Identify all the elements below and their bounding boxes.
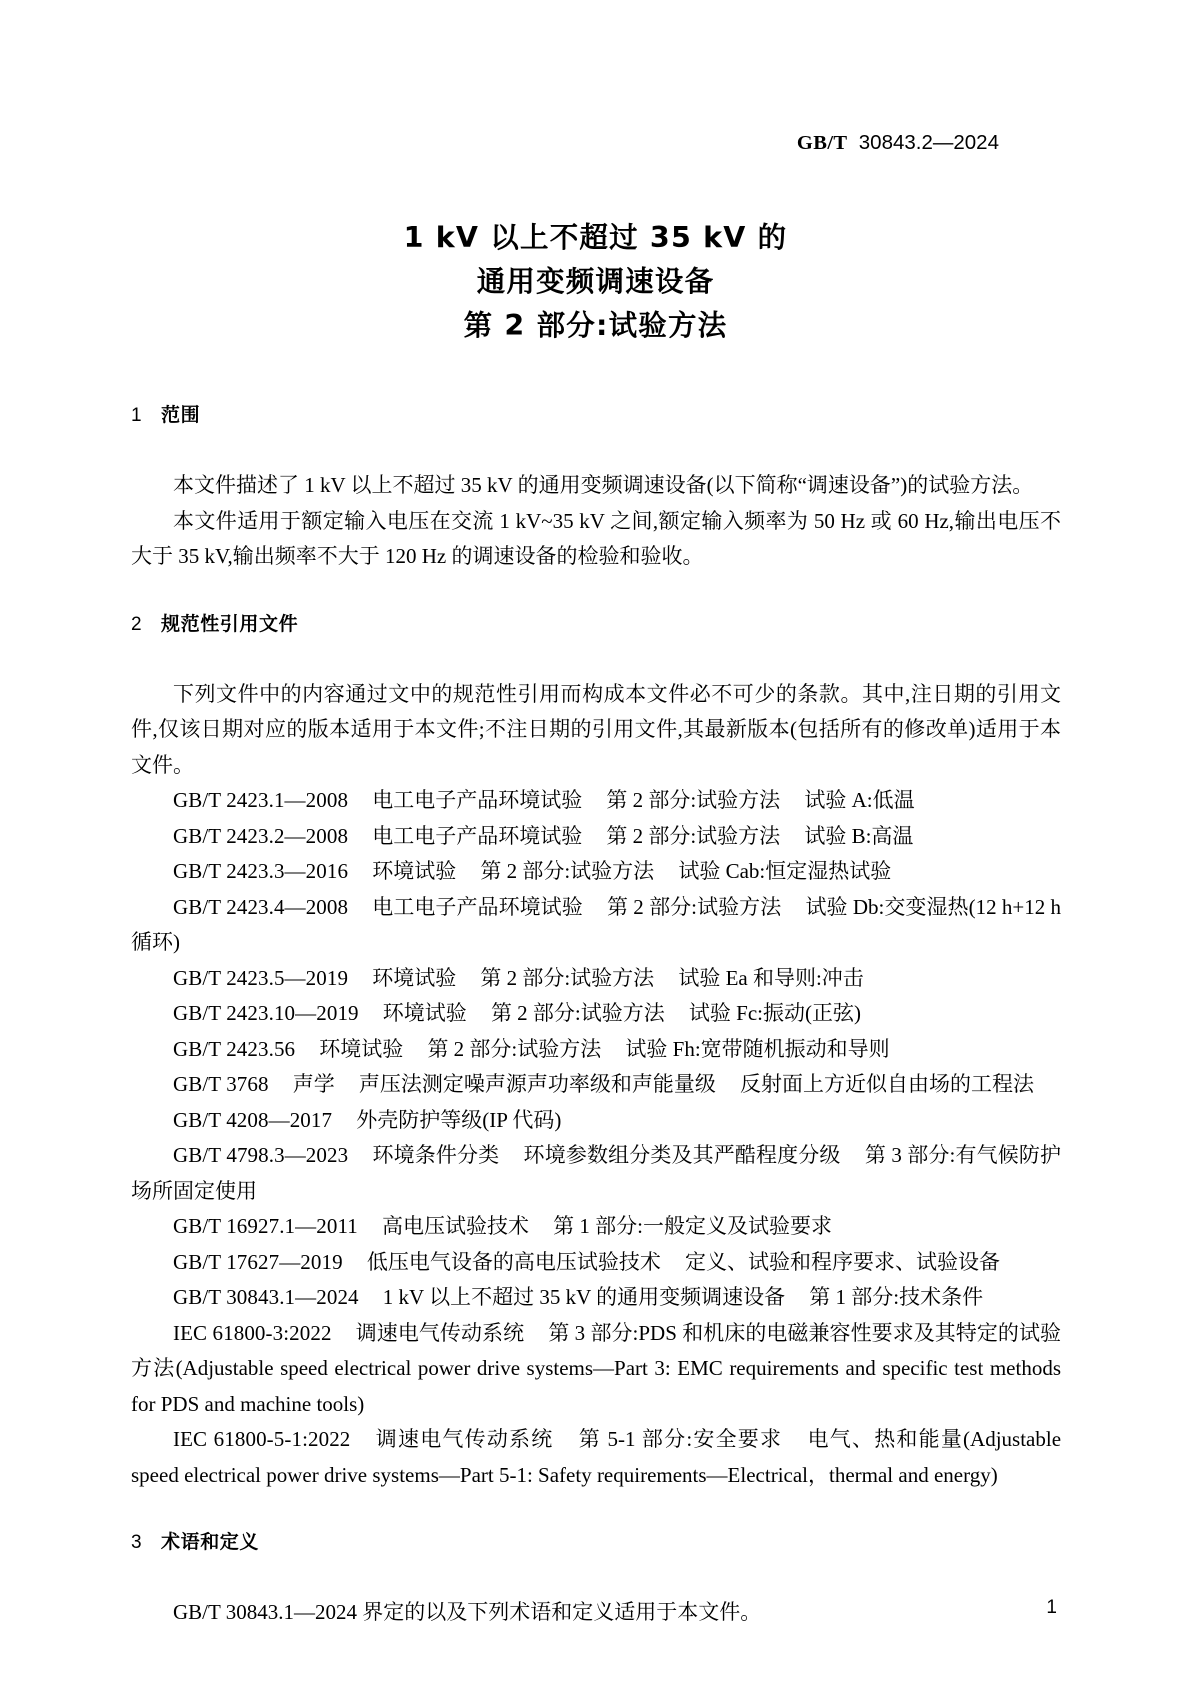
reference-part: 第 3 部分:PDS 和机床的电磁兼容性要求及其特定的试验方法 — [131, 1320, 1061, 1380]
reference-part: 第 2 部分:试验方法 — [427, 1036, 602, 1061]
document-header — [0, 131, 1191, 155]
reference-title: 声学 — [292, 1072, 335, 1096]
reference-part: 第 2 部分:试验方法 — [480, 859, 655, 883]
reference-id: GB/T 2423.2—2008 — [173, 823, 349, 848]
reference-id: GB/T 4798.3—2023 — [173, 1143, 349, 1167]
reference-part: 第 5-1 部分:安全要求 — [577, 1427, 783, 1451]
standard-prefix: GB/T — [796, 132, 848, 154]
reference-id: GB/T 2423.1—2008 — [173, 788, 349, 812]
standard-number: 30843.2—2024 — [858, 131, 999, 154]
reference-test: 试验 Db:交变湿热(12 h+12 h 循环) — [131, 894, 1062, 954]
clause-number-2: 2 — [131, 613, 143, 635]
clause-title-2: 规范性引用文件 — [161, 612, 299, 635]
reference-id: GB/T 17627—2019 — [173, 1249, 343, 1274]
reference-item — [131, 1422, 1061, 1493]
reference-item — [131, 1138, 1061, 1209]
reference-id: GB/T 16927.1—2011 — [173, 1214, 358, 1238]
normative-reference-list — [131, 783, 1061, 1493]
reference-title: 环境条件分类 — [372, 1143, 500, 1167]
clause-3-paragraph-1: GB/T 30843.1—2024 界定的以及下列术语和定义适用于本文件。 — [173, 1600, 762, 1624]
document-body — [131, 400, 1061, 1631]
clause-1-paragraph-2: 本文件适用于额定输入电压在交流 1 kV~35 kV 之间,额定输入频率为 50 Hz 或 60 Hz,输出电压不大于 35 kV,输出频率不大于 120 Hz 的调速设备的检验和验收。 — [131, 508, 1061, 568]
reference-item — [131, 1032, 1061, 1068]
clause-heading-1 — [131, 400, 1061, 427]
reference-test: 试验 Fc:振动(正弦) — [688, 1001, 861, 1025]
reference-item — [131, 890, 1061, 961]
reference-test: 试验 A:低温 — [804, 788, 915, 812]
reference-test: 试验 Fh:宽带随机振动和导则 — [625, 1036, 890, 1061]
spacer — [131, 1554, 1061, 1595]
reference-test: 试验 B:高温 — [804, 823, 914, 848]
reference-item — [131, 854, 1061, 890]
reference-id: GB/T 2423.10—2019 — [173, 1001, 359, 1025]
title-line-2: 通用变频调速设备 — [476, 265, 715, 298]
reference-test: (Adjustable speed electrical power drive systems—Part 3: EMC requirements and specific test methods for PDS and machine tools) — [131, 1356, 1061, 1416]
reference-title: 环境试验 — [372, 859, 457, 883]
reference-title: 环境试验 — [372, 965, 457, 990]
clause-2-paragraph-1: 下列文件中的内容通过文中的规范性引用而构成本文件必不可少的条款。其中,注日期的引用文件,仅该日期对应的版本适用于本文件;不注日期的引用文件,其最新版本(包括所有的修改单)适用于本文件。 — [131, 681, 1061, 777]
reference-part: 声压法测定噪声源声功率级和声能量级 — [358, 1072, 716, 1096]
reference-test: 电气、热和能量(Adjustable speed electrical power drive systems—Part 5-1: Safety requirements—Electrical，thermal and energy) — [131, 1427, 1062, 1487]
reference-title: 高电压试验技术 — [382, 1214, 530, 1238]
reference-title: 环境试验 — [382, 1001, 467, 1025]
reference-id: GB/T 2423.5—2019 — [173, 965, 349, 990]
reference-title: 1 kV 以上不超过 35 kV 的通用变频调速设备 — [382, 1285, 786, 1309]
reference-item — [131, 1316, 1061, 1423]
clause-heading-2 — [131, 609, 1061, 636]
reference-id: GB/T 30843.1—2024 — [173, 1285, 359, 1309]
reference-id: GB/T 2423.3—2016 — [173, 859, 349, 883]
reference-test: 反射面上方近似自由场的工程法 — [740, 1072, 1035, 1096]
clause-1-paragraph-1: 本文件描述了 1 kV 以上不超过 35 kV 的通用变频调速设备(以下简称“调速设备”)的试验方法。 — [173, 473, 1034, 497]
title-line-3: 第 2 部分:试验方法 — [463, 309, 728, 342]
reference-title: 电工电子产品环境试验 — [372, 788, 583, 812]
clause-number-3: 3 — [131, 1532, 143, 1553]
clause-title-1: 范围 — [161, 404, 201, 426]
reference-id: IEC 61800-5-1:2022 — [173, 1427, 351, 1451]
reference-title: 调速电气传动系统 — [374, 1427, 554, 1451]
reference-id: GB/T 4208—2017 — [173, 1107, 333, 1132]
spacer — [131, 575, 1061, 609]
reference-title: 电工电子产品环境试验 — [372, 894, 583, 919]
title-line-1: 1 kV 以上不超过 35 kV 的 — [403, 221, 788, 254]
clause-number-1: 1 — [131, 405, 143, 426]
reference-id: GB/T 3768 — [173, 1072, 269, 1096]
reference-title: 环境试验 — [319, 1036, 404, 1061]
reference-title: 调速电气传动系统 — [355, 1320, 525, 1345]
reference-part: 第 1 部分:一般定义及试验要求 — [553, 1214, 833, 1238]
clause-heading-3 — [131, 1527, 1061, 1554]
reference-item — [131, 819, 1061, 855]
reference-item — [131, 996, 1061, 1032]
reference-part: 定义、试验和程序要求、试验设备 — [685, 1249, 1000, 1274]
reference-part: 第 2 部分:试验方法 — [606, 788, 781, 812]
reference-test: 试验 Ea 和导则:冲击 — [678, 965, 864, 990]
reference-item — [131, 783, 1061, 819]
reference-id: GB/T 2423.56 — [173, 1036, 296, 1061]
reference-part: 第 2 部分:试验方法 — [490, 1001, 665, 1025]
clause-title-3: 术语和定义 — [161, 1531, 260, 1553]
reference-item — [131, 1103, 1061, 1139]
page-number: 1 — [1046, 1597, 1057, 1618]
reference-test: 试验 Cab:恒定湿热试验 — [678, 859, 892, 883]
reference-id: IEC 61800-3:2022 — [173, 1320, 332, 1345]
reference-part: 第 2 部分:试验方法 — [480, 965, 655, 990]
document-title-block — [0, 216, 1191, 348]
reference-title: 电工电子产品环境试验 — [372, 823, 583, 848]
reference-part: 第 1 部分:技术条件 — [809, 1285, 984, 1309]
reference-item — [131, 961, 1061, 997]
reference-test: 第 3 部分:有气候防护场所固定使用 — [131, 1143, 1062, 1203]
reference-item — [131, 1067, 1061, 1103]
reference-part: 第 2 部分:试验方法 — [606, 823, 781, 848]
spacer — [131, 1493, 1061, 1527]
reference-id: GB/T 2423.4—2008 — [173, 894, 349, 919]
reference-part: 环境参数组分类及其严酷程度分级 — [523, 1143, 841, 1167]
reference-item — [131, 1245, 1061, 1281]
reference-item — [131, 1209, 1061, 1245]
spacer — [131, 636, 1061, 677]
reference-item — [131, 1280, 1061, 1316]
reference-part: 第 2 部分:试验方法 — [606, 894, 782, 919]
reference-title: 外壳防护等级(IP 代码) — [356, 1107, 562, 1132]
spacer — [131, 427, 1061, 468]
reference-title: 低压电气设备的高电压试验技术 — [366, 1249, 661, 1274]
